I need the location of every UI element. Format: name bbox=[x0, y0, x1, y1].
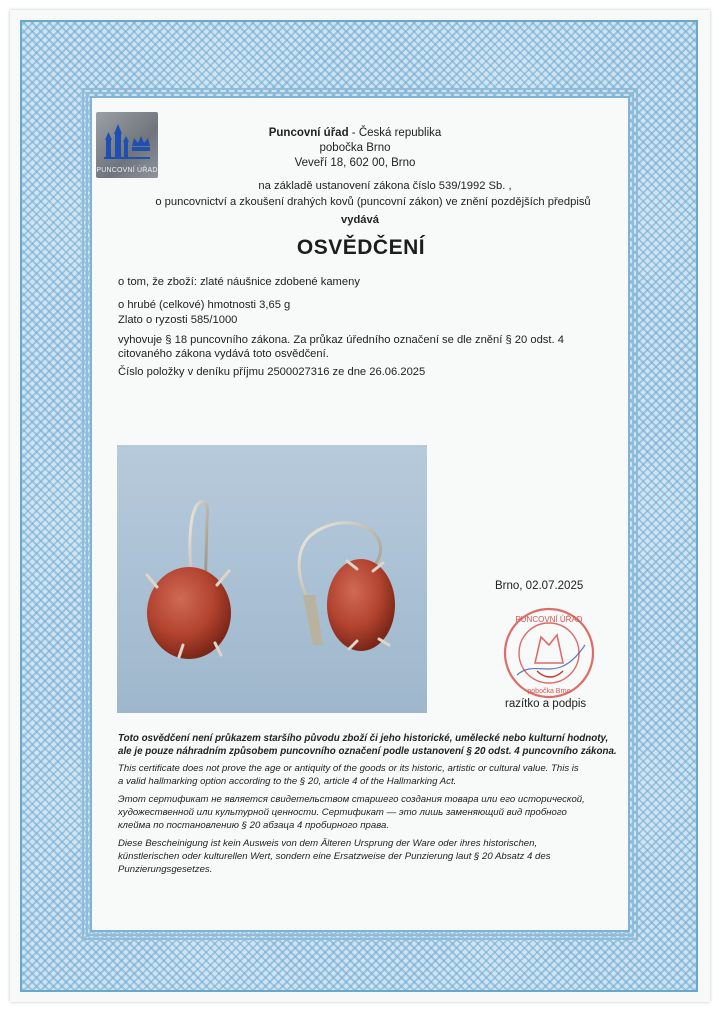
issuer-header bbox=[160, 126, 550, 171]
issuer-country: - Česká republika bbox=[348, 127, 442, 139]
official-stamp bbox=[497, 605, 601, 701]
fineness-line: Zlato o ryzosti 585/1000 bbox=[118, 314, 238, 326]
disclaimer-ru-line3: клейма по постановлению § 20 абзаца 4 пробирного права. bbox=[118, 820, 390, 831]
disclaimer-cz-line1: Toto osvědčení není průkazem staršího původu zboží či jeho historické, umělecké nebo kulturní hodnoty, bbox=[118, 733, 609, 744]
weight-line: o hrubé (celkové) hmotnosti 3,65 g bbox=[118, 299, 291, 311]
issue-date: Brno, 02.07.2025 bbox=[495, 580, 584, 592]
stamp-text-top: PUNCOVNÍ ÚŘAD bbox=[515, 615, 583, 624]
issuer-address: Veveří 18, 602 00, Brno bbox=[294, 157, 416, 169]
disclaimer-ru-line1: Этот сертификат не является свидетельством старшего создания товара или его исторической, bbox=[118, 794, 585, 805]
logo-label: PUNCOVNÍ ÚŘAD bbox=[96, 167, 158, 174]
disclaimer-en-line2: a valid hallmarking option according to the § 20, article 4 of the Hallmarking Act. bbox=[118, 776, 457, 787]
issuer-branch: pobočka Brno bbox=[319, 142, 391, 154]
disclaimer-en-line1: This certificate does not prove the age or antiquity of the goods or its historic, artistic or cultural value. This is bbox=[118, 763, 579, 774]
legal-basis-line2: o puncovnictví a zkoušení drahých kovů (puncovní zákon) ve znění pozdějších předpisů bbox=[155, 196, 591, 208]
issues-label: vydává bbox=[341, 214, 379, 226]
disclaimer-de-line3: Punzierungsgesetzes. bbox=[118, 864, 213, 875]
earrings-photo bbox=[117, 445, 427, 713]
compliance-line2: citovaného zákona vydává toto osvědčení. bbox=[118, 348, 329, 360]
stamp-signature-label: razítko a podpis bbox=[505, 698, 587, 710]
issuer-name: Puncovní úřad bbox=[268, 127, 349, 139]
disclaimer-de-line1: Diese Bescheinigung ist kein Ausweis von dem Älteren Ursprung der Ware oder ihres historischen, bbox=[118, 838, 538, 849]
issuer-title bbox=[160, 126, 550, 141]
assay-office-logo bbox=[96, 112, 158, 178]
entry-line: Číslo položky v deníku příjmu 2500027316 ze dne 26.06.2025 bbox=[118, 366, 426, 378]
disclaimer-cz-line2: ale je pouze náhradním způsobem puncovního označení podle ustanovení § 20 odst. 4 puncovního zákona. bbox=[118, 746, 617, 757]
legal-basis-line1: na základě ustanovení zákona číslo 539/1992 Sb. , bbox=[258, 180, 512, 192]
disclaimer-ru-line2: художественной или культурной ценности. Сертификат — это лишь заменяющий вид пробного bbox=[118, 807, 567, 818]
castle-crown-icon bbox=[102, 118, 152, 160]
certificate-title: OSVĚDČENÍ bbox=[296, 236, 426, 259]
compliance-line1: vyhovuje § 18 puncovního zákona. Za průkaz úředního označení se dle znění § 20 odst. 4 bbox=[118, 334, 564, 346]
stamp-text-bottom: pobočka Brno bbox=[527, 688, 571, 695]
disclaimer-de-line2: künstlerischen oder kulturellen Wert, sondern eine Ersatzweise der Punzierung laut § 20 Absatz 4 des bbox=[118, 851, 551, 862]
goods-line: o tom, že zboží: zlaté náušnice zdobené kameny bbox=[118, 276, 360, 288]
